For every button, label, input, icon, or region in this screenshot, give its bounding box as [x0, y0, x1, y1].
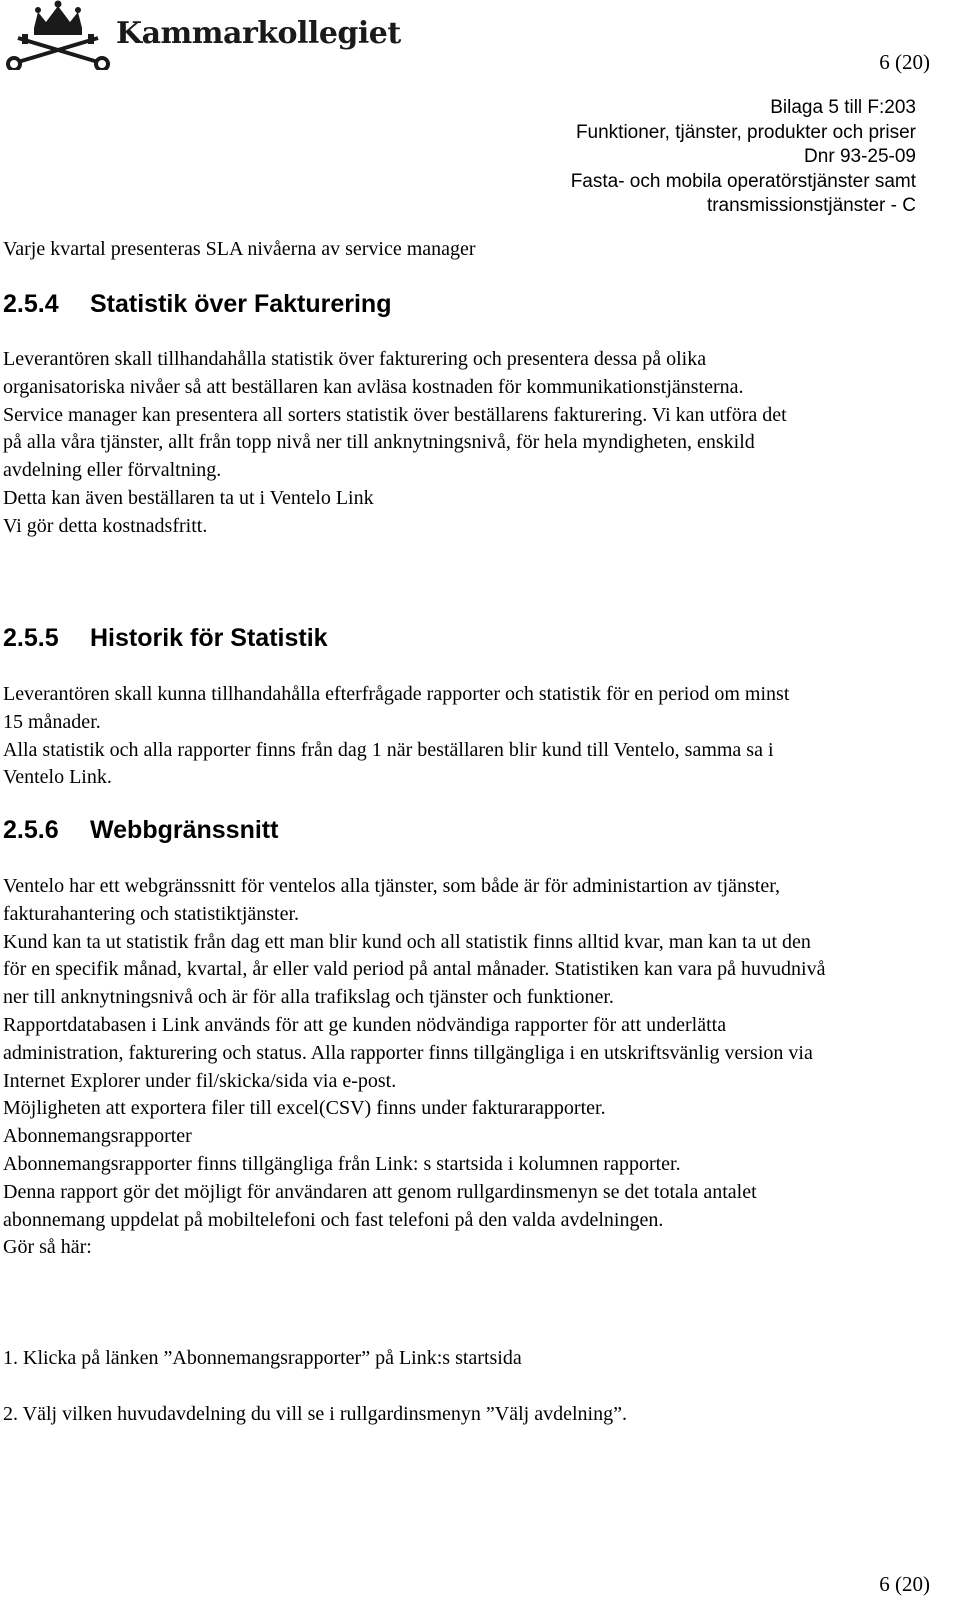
section-number: 2.5.5: [3, 624, 59, 652]
document-header-meta: [571, 96, 916, 219]
section-title: Statistik över Fakturering: [90, 290, 392, 318]
section-number: 2.5.4: [3, 290, 59, 318]
paragraph: Detta kan även beställaren ta ut i Ventelo Link: [3, 486, 374, 509]
instruction-step: 2. Välj vilken huvudavdelning du vill se i rullgardinsmenyn ”Välj avdelning”.: [3, 1403, 627, 1425]
paragraph: Ventelo har ett webgränssnitt för ventelos alla tjänster, som både är för administartion av tjänster, fakturahantering och statistiktjänster.: [3, 875, 781, 925]
paragraph: Möjligheten att exportera filer till excel(CSV) finns under fakturarapporter.: [3, 1097, 606, 1120]
paragraph: Service manager kan presentera all sorters statistik över beställarens fakturering. Vi kan utföra det på alla våra tjänster, allt från topp nivå ner till anknytningsnivå, för hela myndigheten, enskild avdelning eller förvaltning.: [3, 403, 787, 482]
paragraph: Rapportdatabasen i Link används för att ge kunden nödvändiga rapporter för att underlätta administration, fakturering och status. Alla rapporter finns tillgängliga i en utskriftsvänlig version via Internet Explorer under fil/skicka/sida via e-post.: [3, 1013, 813, 1092]
header-meta-line: transmissionstjänster - C: [706, 195, 916, 216]
section-heading-2-5-5: [3, 624, 328, 653]
page-number-top: 6 (20): [879, 50, 930, 74]
logo-wordmark: Kammarkollegiet: [116, 16, 401, 51]
paragraph: Vi gör detta kostnadsfritt.: [3, 514, 208, 537]
paragraph: Leverantören skall tillhandahålla statistik över fakturering och presentera dessa på olika organisatoriska nivåer så att beställaren kan avläsa kostnaden för kommunikationstjänsterna.: [3, 348, 744, 398]
paragraph: Kund kan ta ut statistik från dag ett man blir kund och all statistik finns alltid kvar, man kan ta ut den för en specifik månad, kvartal, år eller vald period på antal månader. Statistiken kan vara på huvudnivå ner till anknytningsnivå och är för alla trafikslag och tjänster och funktioner.: [3, 930, 826, 1009]
section-number: 2.5.6: [3, 816, 59, 844]
header-meta-line: Fasta- och mobila operatörstjänster samt: [570, 170, 916, 192]
section-title: Historik för Statistik: [90, 624, 328, 652]
paragraph: Alla statistik och alla rapporter finns från dag 1 när beställaren blir kund till Ventelo, samma sa i Ventelo Link.: [3, 738, 774, 789]
section-body-2-5-6: [3, 873, 833, 1262]
instruction-step: 1. Klicka på länken ”Abonnemangsrapporter” på Link:s startsida: [3, 1347, 522, 1369]
paragraph: Abonnemangsrapporter finns tillgängliga från Link: s startsida i kolumnen rapporter.: [3, 1152, 681, 1175]
intro-line: Varje kvartal presenteras SLA nivåerna av service manager: [3, 238, 476, 260]
crown-crossed-keys-icon: [4, 0, 112, 70]
section-body-2-5-4: [3, 346, 803, 541]
paragraph: Leverantören skall kunna tillhandahålla efterfrågade rapporter och statistik för en period om minst 15 månader.: [3, 683, 790, 733]
section-title: Webbgränssnitt: [90, 816, 279, 844]
header-meta-line: Dnr 93-25-09: [804, 146, 916, 167]
paragraph: Denna rapport gör det möjligt för användaren att genom rullgardinsmenyn se det totala antalet abonnemang uppdelat på mobiltelefoni och fast telefoni på den valda avdelningen.: [3, 1180, 757, 1231]
section-heading-2-5-6: [3, 816, 278, 845]
header-meta-line: Bilaga 5 till F:203: [770, 97, 916, 118]
section-body-2-5-5: [3, 681, 813, 792]
page-number-bottom: 6 (20): [879, 1572, 930, 1596]
paragraph: Abonnemangsrapporter: [3, 1125, 192, 1148]
header-meta-line: Funktioner, tjänster, produkter och priser: [575, 121, 916, 143]
kammarkollegiet-logo: [4, 0, 401, 70]
paragraph: Gör så här:: [3, 1236, 92, 1259]
section-heading-2-5-4: [3, 290, 391, 319]
